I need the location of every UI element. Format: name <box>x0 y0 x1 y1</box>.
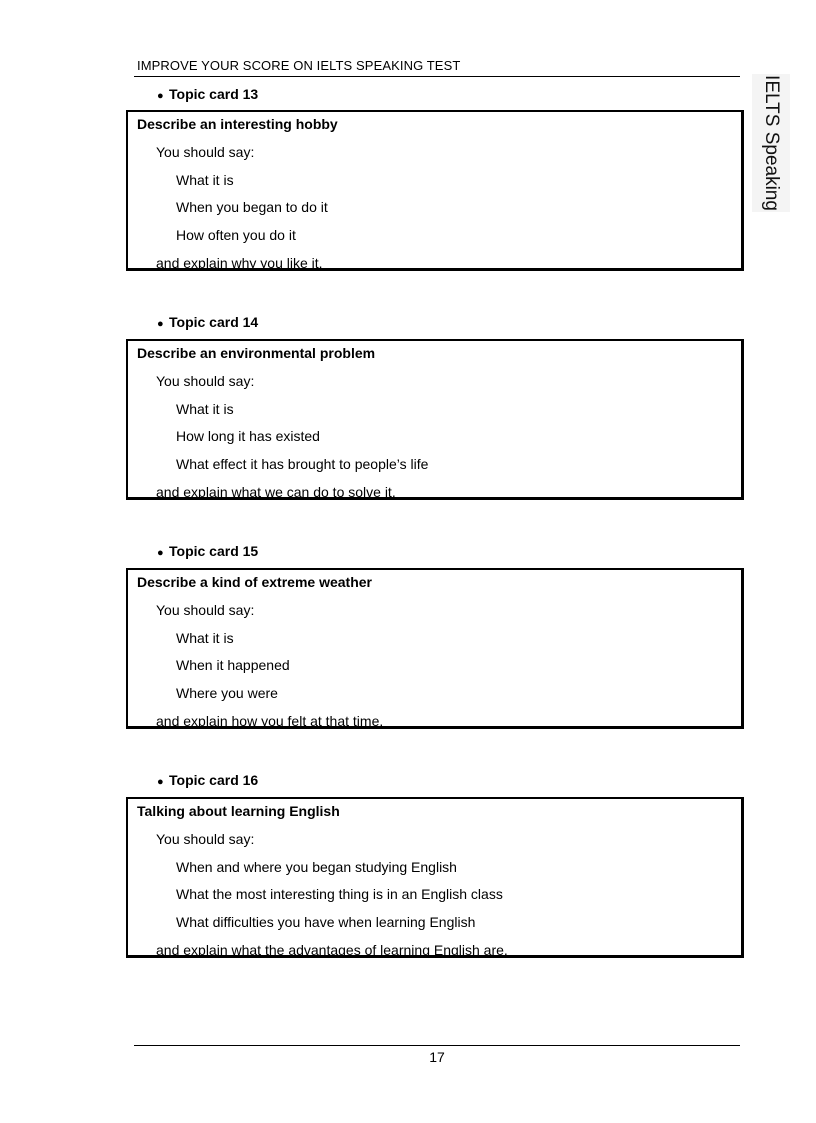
side-tab-label: IELTS Speaking <box>761 75 782 211</box>
card-point: What the most interesting thing is in an English class <box>176 886 503 902</box>
topic-card <box>126 110 744 271</box>
card-intro: You should say: <box>156 373 255 389</box>
page-number: 17 <box>429 1049 445 1065</box>
card-point: What it is <box>176 401 234 417</box>
card-intro: You should say: <box>156 144 255 160</box>
card-intro: You should say: <box>156 602 255 618</box>
header-divider <box>134 76 740 77</box>
card-closing: and explain what we can do to solve it. <box>156 484 396 500</box>
card-point: What difficulties you have when learning English <box>176 914 476 930</box>
card-closing: and explain how you felt at that time. <box>156 713 384 729</box>
topic-card <box>126 568 744 729</box>
bullet-icon: ● <box>157 90 164 102</box>
topic-heading <box>157 772 258 788</box>
topic-heading-label: Topic card 16 <box>169 772 259 788</box>
topic-heading <box>157 314 258 330</box>
card-point: How long it has existed <box>176 428 320 444</box>
footer-divider <box>134 1045 740 1046</box>
card-intro: You should say: <box>156 831 255 847</box>
card-point: When you began to do it <box>176 199 328 215</box>
card-point: When and where you began studying English <box>176 859 457 875</box>
topic-heading-label: Topic card 15 <box>169 543 259 559</box>
card-title: Describe an environmental problem <box>137 345 376 361</box>
bullet-icon: ● <box>157 547 164 559</box>
topic-card <box>126 339 744 500</box>
card-point: How often you do it <box>176 227 296 243</box>
card-point: When it happened <box>176 657 290 673</box>
running-header: IMPROVE YOUR SCORE ON IELTS SPEAKING TEST <box>137 58 461 73</box>
card-title: Talking about learning English <box>137 803 340 819</box>
topic-card <box>126 797 744 958</box>
card-title: Describe an interesting hobby <box>137 116 338 132</box>
topic-heading-label: Topic card 13 <box>169 86 259 102</box>
card-closing: and explain what the advantages of learning English are. <box>156 942 508 958</box>
card-title: Describe a kind of extreme weather <box>137 574 372 590</box>
topic-heading <box>157 543 258 559</box>
card-point: What it is <box>176 172 234 188</box>
card-point: What effect it has brought to people’s life <box>176 456 429 472</box>
card-closing: and explain why you like it. <box>156 255 323 271</box>
card-point: What it is <box>176 630 234 646</box>
topic-heading-label: Topic card 14 <box>169 314 259 330</box>
topic-heading <box>157 86 258 102</box>
bullet-icon: ● <box>157 776 164 788</box>
card-point: Where you were <box>176 685 278 701</box>
bullet-icon: ● <box>157 318 164 330</box>
